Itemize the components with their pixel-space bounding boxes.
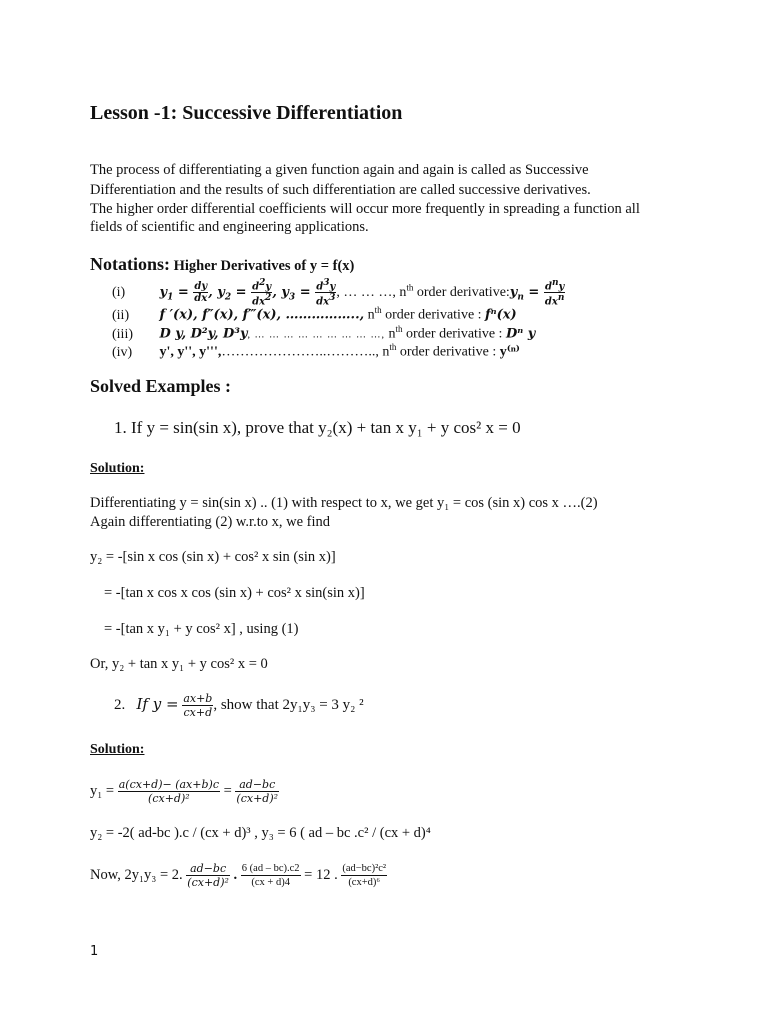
- notation-row-label: (iv): [112, 344, 133, 360]
- notation-row-tail: order derivative :: [385, 307, 486, 323]
- notation-row-tail: order derivative:: [416, 285, 510, 301]
- nth-sup: th: [406, 282, 414, 293]
- notation-row-label: (ii): [112, 307, 130, 323]
- notation-row-label: (iii): [112, 326, 133, 342]
- solution-2-line-3: [90, 862, 387, 889]
- solution-2-line-2: y₂ = -2( ad-bc ).c / (cx + d)³ , y₃ = 6 ( ad – bc .c² / (cx + d)⁴: [90, 825, 431, 841]
- solution-1-line-3: y₂ = -[sin x cos (sin x) + cos² x sin (sin x)]: [90, 549, 336, 565]
- intro-line-4: fields of scientific and engineering applications.: [90, 219, 369, 235]
- frac-d3y-dx3: $\frac{d^3y}{dx^3}$: [316, 278, 336, 308]
- notation-row-tail: order derivative :: [406, 326, 506, 342]
- solution-1-line-6: Or, y₂ + tan x y₁ + y cos² x = 0: [90, 656, 268, 672]
- notation-row-4: [112, 342, 520, 361]
- page-number: 1: [90, 944, 99, 959]
- equals-sign: =: [223, 782, 232, 799]
- notation-row-1: (i) $y_1$ = $\frac{dy}{dx}$ , $y_2$ = $\frac{d^2y}{dx^2}$ , $y_3$ = $\frac{d^3y}{dx^3}$ , … … …, $n^{th}$ order $derivative:y_n$ = $\frac{d^ny}{dx^n}$: [112, 278, 565, 308]
- notations-label: Notations:: [90, 254, 170, 274]
- solution-label-1: Solution:: [90, 461, 145, 476]
- intro-line-1: The process of differentiating a given function again and again is called as Successive: [90, 162, 589, 178]
- frac-dy-dx: $\frac{dy}{dx}$: [194, 281, 208, 305]
- notation-dots: , … … … … … … … … …,: [247, 329, 386, 341]
- frac-dny-dxn: $\frac{d^ny}{dx^n}$: [544, 278, 565, 308]
- notation-row-label: (i): [112, 285, 126, 301]
- frac-ax-b-over-cx-d: $\frac{ax+b}{cx+d}$: [183, 692, 213, 719]
- intro-line-2: Differentiation and the results of such differentiation are called successive derivatives.: [90, 182, 591, 198]
- notation-row-end: Dⁿ y: [505, 326, 536, 342]
- frac-ad-bc-2: $\frac{ad-bc}{\text{(cx+d)²}}$: [187, 862, 229, 889]
- nth-label: n: [388, 326, 396, 342]
- solution-1-line-4: = -[tan x cos x cos (sin x) + cos² x sin(sin x)]: [104, 585, 365, 601]
- solution-label-2: Solution:: [90, 742, 145, 757]
- notation-dots: …………………..………..,: [221, 344, 379, 360]
- nth-sup: th: [395, 324, 403, 334]
- notation-row-end: y⁽ⁿ⁾: [499, 344, 520, 360]
- notation-f-derivatives: f ′(x), f″(x), f‴(x), ……………..,: [159, 307, 365, 323]
- nth-label: n: [399, 285, 407, 301]
- nth-sup: th: [374, 305, 382, 315]
- solution-1-line-5: = -[tan x y₁ + y cos² x] , using (1): [104, 621, 299, 637]
- notations-subheading: Higher Derivatives of y = f(x): [170, 258, 355, 274]
- solution-1-line-2: Again differentiating (2) w.r.to x, we find: [90, 514, 330, 530]
- example-2-rhs: , show that 2y₁y₃ = 3 y₂ ²: [213, 696, 364, 713]
- notation-row-2: [112, 305, 517, 324]
- frac-6-ad-bc: $\frac{6 (ad - bc).c2}{(cx + d)4}$: [241, 863, 300, 888]
- dot-operator: .: [233, 866, 238, 883]
- solution-1-line-1: Differentiating y = sin(sin x) .. (1) with respect to x, we get y₁ = cos (sin x) cos x ….(2): [90, 495, 598, 511]
- frac-ad-bc: $\frac{ad-bc}{\text{(cx+d)²}}$: [236, 778, 279, 805]
- notation-d-operator: D y, D²y, D³y: [159, 326, 248, 342]
- example-1: 1. If y = sin(sin x), prove that y₂(x) + tan x y₁ + y cos² x = 0: [114, 418, 521, 437]
- solution-2-line-1: [90, 778, 279, 805]
- notation-row-end: fⁿ(x): [485, 307, 517, 323]
- notations-heading: [90, 254, 354, 275]
- equals-12: = 12 .: [304, 866, 338, 883]
- frac-d2y-dx2: $\frac{d^2y}{dx^2}$: [252, 278, 272, 308]
- frac-quotient-rule: $\frac{a(cx+d)- (ax+b)c}{\text{(cx+d)²}}$: [118, 778, 219, 805]
- example-2: [114, 692, 364, 719]
- example-2-lhs: If y =: [136, 694, 179, 713]
- notation-row-tail: order derivative :: [399, 344, 500, 360]
- now-lhs: Now, 2y₁y₃ = 2.: [90, 866, 183, 883]
- nth-sup: th: [389, 342, 397, 352]
- notation-y1: $y_1$ =: [159, 285, 194, 303]
- intro-line-3: The higher order differential coefficients will occur more frequently in spreading a function all: [90, 201, 640, 217]
- notation-prime: y', y'', y''',: [159, 344, 222, 360]
- notation-row-3: [112, 324, 535, 343]
- frac-result: $\frac{\text{(ad−bc)²c²}}{\text{(cx+d)⁶}}$: [342, 863, 387, 888]
- nth-label: n: [367, 307, 375, 323]
- solved-examples-heading: Solved Examples :: [90, 376, 232, 396]
- y1-lhs: y₁ =: [90, 782, 115, 799]
- page-title: Lesson -1: Successive Differentiation: [90, 102, 403, 124]
- example-2-number: 2.: [114, 696, 126, 713]
- nth-label: n: [382, 344, 390, 360]
